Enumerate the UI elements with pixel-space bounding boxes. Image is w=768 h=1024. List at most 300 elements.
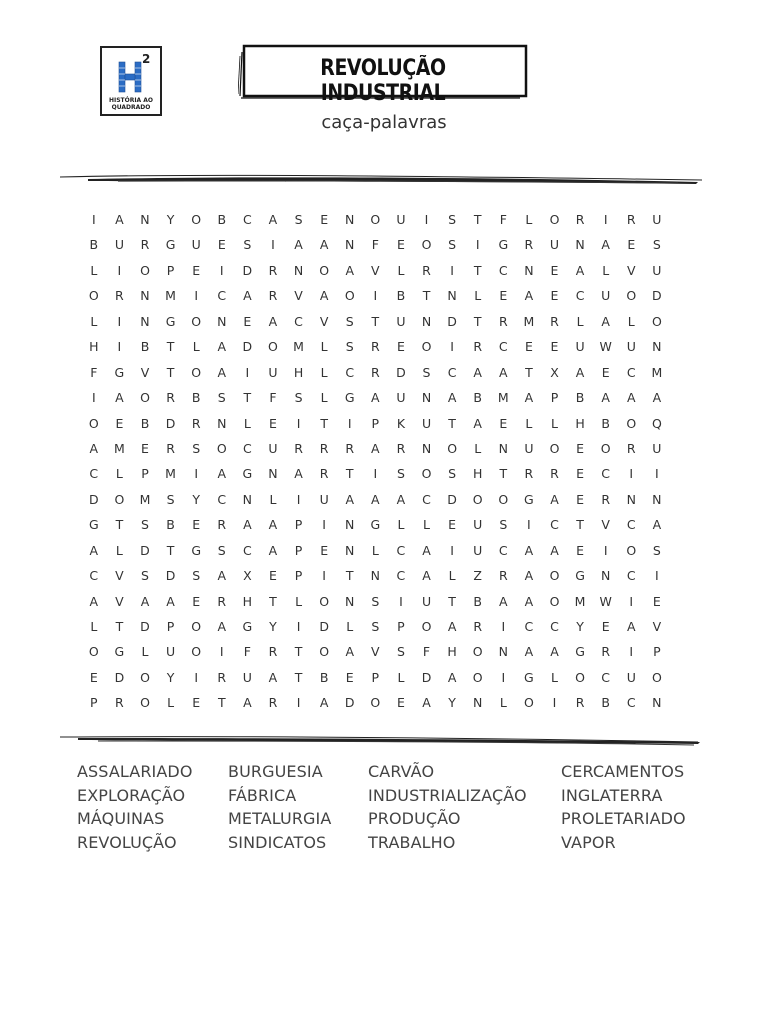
- grid-cell: B: [217, 212, 227, 227]
- grid-cell: P: [141, 466, 149, 482]
- grid-cell: M: [293, 339, 304, 355]
- grid-cell: S: [217, 390, 226, 406]
- grid-cell: N: [345, 517, 355, 533]
- grid-cell: L: [115, 466, 123, 482]
- grid-cell: S: [192, 440, 201, 456]
- grid-cell: N: [473, 695, 483, 711]
- logo-caption-line2: QUADRADO: [111, 103, 151, 111]
- grid-cell: L: [243, 415, 251, 431]
- grid-cell: B: [191, 390, 201, 406]
- grid-cell: O: [191, 212, 202, 227]
- grid-cell: F: [499, 212, 507, 227]
- grid-cell: E: [192, 517, 201, 533]
- grid-cell: S: [448, 237, 457, 253]
- grid-cell: S: [499, 517, 508, 533]
- grid-cell: G: [114, 364, 125, 380]
- grid-cell: A: [345, 262, 355, 278]
- grid-cell: T: [473, 262, 482, 278]
- grid-cell: A: [89, 440, 99, 456]
- grid-cell: G: [524, 491, 534, 507]
- grid-cell: G: [242, 466, 253, 482]
- top-divider: [58, 172, 704, 186]
- grid-cell: A: [140, 593, 150, 609]
- word-item: MÁQUINAS: [77, 809, 165, 829]
- grid-cell: U: [549, 237, 560, 253]
- grid-cell: S: [217, 542, 226, 558]
- grid-cell: R: [268, 288, 278, 304]
- grid-cell: I: [501, 669, 506, 685]
- grid-cell: D: [242, 262, 253, 278]
- grid-cell: S: [396, 466, 405, 482]
- grid-cell: N: [345, 212, 355, 227]
- grid-cell: P: [550, 390, 559, 406]
- grid-cell: A: [115, 212, 124, 227]
- grid-cell: R: [294, 440, 303, 456]
- grid-cell: T: [422, 288, 431, 304]
- grid-cell: O: [216, 440, 227, 456]
- grid-cell: W: [599, 339, 612, 355]
- grid-cell: A: [217, 619, 227, 634]
- grid-cell: A: [217, 339, 227, 355]
- grid-cell: L: [90, 313, 98, 329]
- grid-cell: E: [524, 339, 533, 355]
- grid-cell: A: [371, 390, 380, 406]
- grid-cell: M: [165, 466, 176, 482]
- grid-cell: L: [423, 517, 430, 533]
- grid-cell: S: [141, 568, 149, 584]
- grid-cell: L: [474, 288, 482, 304]
- grid-cell: B: [140, 339, 150, 355]
- grid-cell: N: [447, 288, 457, 304]
- grid-cell: E: [550, 339, 559, 355]
- grid-cell: O: [472, 669, 483, 685]
- grid-cell: A: [422, 568, 431, 584]
- grid-cell: L: [576, 313, 584, 329]
- grid-cell: A: [268, 542, 278, 558]
- grid-cell: I: [271, 237, 275, 253]
- grid-cell: D: [421, 669, 432, 685]
- grid-cell: R: [319, 466, 329, 482]
- bottom-divider: [58, 733, 704, 747]
- grid-cell: R: [626, 440, 636, 456]
- page-title: REVOLUÇÃO INDUSTRIAL: [320, 56, 446, 106]
- grid-cell: B: [601, 415, 610, 431]
- grid-cell: H: [89, 339, 99, 355]
- grid-cell: E: [448, 517, 457, 533]
- grid-cell: I: [194, 669, 199, 685]
- grid-cell: E: [192, 695, 201, 711]
- grid-cell: A: [550, 491, 559, 507]
- grid-cell: E: [396, 339, 405, 355]
- grid-cell: G: [165, 313, 176, 329]
- grid-cell: R: [498, 313, 508, 329]
- grid-cell: I: [219, 644, 224, 660]
- grid-cell: C: [217, 491, 227, 507]
- grid-cell: A: [345, 491, 355, 507]
- grid-cell: U: [166, 644, 176, 660]
- grid-cell: C: [550, 619, 559, 634]
- grid-cell: D: [319, 619, 329, 634]
- grid-cell: S: [396, 644, 405, 660]
- grid-cell: O: [370, 695, 381, 711]
- grid-cell: A: [345, 644, 355, 660]
- word-item: METALURGIA: [228, 809, 332, 829]
- grid-cell: I: [117, 262, 122, 278]
- grid-cell: C: [601, 466, 611, 482]
- grid-cell: P: [294, 542, 303, 558]
- grid-cell: R: [166, 390, 175, 406]
- grid-cell: I: [296, 619, 301, 634]
- grid-cell: R: [626, 212, 636, 227]
- grid-cell: E: [345, 669, 354, 685]
- grid-cell: D: [344, 695, 355, 711]
- grid-cell: P: [166, 262, 175, 278]
- grid-cell: C: [626, 695, 636, 711]
- grid-cell: L: [90, 619, 98, 634]
- grid-cell: C: [242, 212, 252, 227]
- grid-cell: S: [243, 237, 252, 253]
- grid-cell: L: [167, 695, 175, 711]
- grid-cell: E: [550, 288, 559, 304]
- grid-cell: G: [242, 619, 253, 634]
- grid-cell: D: [140, 542, 150, 558]
- grid-cell: O: [319, 644, 330, 660]
- word-column-4: [561, 760, 686, 854]
- word-item: FÁBRICA: [228, 785, 297, 805]
- grid-cell: V: [115, 568, 124, 584]
- grid-cell: R: [191, 415, 201, 431]
- grid-cell: T: [294, 644, 303, 660]
- grid-cell: U: [652, 262, 662, 278]
- grid-cell: P: [166, 619, 175, 634]
- grid-cell: R: [345, 440, 355, 456]
- grid-cell: T: [166, 339, 175, 355]
- grid-cell: L: [551, 669, 558, 685]
- grid-cell: E: [499, 288, 508, 304]
- grid-cell: E: [601, 619, 610, 634]
- grid-cell: A: [652, 517, 662, 533]
- grid-cell: N: [421, 390, 432, 406]
- grid-cell: T: [166, 542, 175, 558]
- grid-cell: R: [370, 364, 380, 380]
- grid-cell: G: [191, 542, 202, 558]
- grid-cell: T: [473, 212, 482, 227]
- grid-cell: A: [499, 364, 508, 380]
- grid-cell: N: [345, 237, 355, 253]
- grid-cell: M: [113, 440, 125, 456]
- grid-cell: T: [217, 695, 226, 711]
- grid-cell: O: [191, 619, 202, 634]
- grid-cell: A: [601, 390, 610, 406]
- grid-cell: U: [114, 237, 124, 253]
- grid-cell: G: [344, 390, 355, 406]
- logo-caption-line1: HISTÓRIA AO: [108, 97, 154, 104]
- grid-cell: A: [371, 440, 380, 456]
- grid-cell: L: [320, 364, 328, 380]
- grid-cell: L: [525, 415, 533, 431]
- grid-cell: A: [601, 237, 610, 253]
- grid-cell: A: [319, 237, 329, 253]
- grid-cell: E: [627, 237, 636, 253]
- grid-cell: I: [296, 695, 301, 711]
- grid-cell: O: [140, 669, 150, 685]
- grid-cell: I: [501, 619, 506, 634]
- grid-cell: T: [448, 415, 456, 431]
- grid-cell: H: [242, 593, 253, 609]
- grid-cell: C: [626, 517, 636, 533]
- grid-cell: I: [399, 593, 403, 609]
- grid-cell: D: [652, 288, 662, 304]
- grid-cell: U: [575, 339, 585, 355]
- grid-cell: O: [421, 339, 432, 355]
- grid-cell: S: [371, 619, 380, 634]
- grid-cell: C: [575, 288, 585, 304]
- grid-cell: N: [242, 491, 253, 507]
- grid-cell: S: [345, 339, 354, 355]
- grid-cell: T: [166, 364, 175, 380]
- grid-cell: T: [371, 313, 380, 329]
- grid-cell: U: [626, 339, 636, 355]
- grid-cell: R: [575, 212, 585, 227]
- grid-cell: B: [473, 390, 482, 406]
- grid-cell: H: [293, 364, 304, 380]
- grid-cell: C: [626, 568, 636, 584]
- grid-cell: U: [601, 288, 611, 304]
- grid-cell: C: [422, 491, 431, 507]
- grid-cell: T: [473, 313, 482, 329]
- grid-cell: L: [90, 262, 98, 278]
- grid-cell: U: [396, 313, 406, 329]
- grid-cell: C: [498, 339, 508, 355]
- grid-cell: R: [217, 593, 227, 609]
- grid-cell: U: [421, 415, 432, 431]
- title-box: [238, 44, 528, 106]
- grid-cell: O: [549, 440, 560, 456]
- grid-cell: Y: [192, 491, 200, 507]
- grid-cell: H: [447, 644, 457, 660]
- grid-cell: Q: [651, 415, 662, 431]
- grid-cell: A: [524, 568, 534, 584]
- grid-cell: U: [396, 390, 406, 406]
- grid-cell: G: [575, 644, 585, 660]
- grid-cell: A: [319, 288, 329, 304]
- grid-cell: L: [525, 212, 533, 227]
- grid-cell: S: [652, 237, 661, 253]
- grid-cell: E: [576, 440, 585, 456]
- grid-cell: C: [217, 288, 227, 304]
- grid-cell: E: [141, 440, 149, 456]
- grid-cell: S: [422, 364, 431, 380]
- grid-cell: S: [192, 568, 201, 584]
- grid-cell: C: [498, 262, 508, 278]
- grid-cell: Z: [473, 568, 482, 584]
- grid-cell: A: [422, 695, 431, 711]
- grid-cell: N: [652, 339, 662, 355]
- grid-cell: T: [345, 466, 354, 482]
- word-column-3: [368, 760, 527, 854]
- grid-cell: T: [269, 593, 277, 609]
- grid-cell: O: [447, 440, 458, 456]
- grid-cell: E: [576, 466, 585, 482]
- grid-cell: T: [525, 364, 533, 380]
- grid-cell: O: [140, 390, 150, 406]
- grid-cell: L: [192, 339, 200, 355]
- grid-cell: F: [243, 644, 251, 660]
- grid-cell: B: [575, 390, 585, 406]
- grid-cell: O: [549, 568, 560, 584]
- grid-cell: C: [550, 517, 559, 533]
- grid-cell: U: [268, 440, 278, 456]
- grid-cell: A: [243, 695, 252, 711]
- grid-cell: I: [347, 415, 352, 431]
- grid-cell: R: [268, 262, 278, 278]
- page-subtitle: caça-palavras: [321, 112, 447, 133]
- grid-cell: O: [651, 313, 662, 329]
- grid-cell: A: [371, 491, 380, 507]
- grid-cell: I: [194, 288, 199, 304]
- grid-cell: T: [243, 390, 252, 406]
- grid-cell: I: [91, 390, 96, 406]
- grid-cell: A: [575, 364, 585, 380]
- grid-cell: R: [217, 517, 227, 533]
- grid-cell: O: [549, 593, 560, 609]
- grid-cell: I: [194, 466, 199, 482]
- grid-cell: R: [575, 695, 585, 711]
- grid-cell: A: [217, 568, 227, 584]
- grid-cell: I: [373, 466, 378, 482]
- grid-cell: B: [473, 593, 482, 609]
- grid-cell: A: [268, 669, 278, 685]
- grid-cell: N: [524, 262, 534, 278]
- grid-cell: U: [319, 491, 329, 507]
- grid-cell: O: [88, 288, 99, 304]
- grid-cell: U: [473, 517, 483, 533]
- grid-cell: A: [473, 364, 482, 380]
- grid-cell: I: [603, 212, 608, 227]
- grid-cell: N: [626, 491, 636, 507]
- grid-cell: N: [345, 542, 355, 558]
- word-column-1: [77, 760, 193, 854]
- word-item: EXPLORAÇÃO: [77, 785, 186, 805]
- grid-cell: E: [115, 415, 124, 431]
- grid-cell: O: [88, 644, 99, 660]
- grid-cell: U: [396, 212, 406, 227]
- grid-cell: E: [550, 262, 559, 278]
- grid-cell: A: [294, 466, 303, 482]
- grid-cell: L: [269, 491, 277, 507]
- grid-cell: E: [89, 669, 98, 685]
- grid-cell: P: [653, 644, 661, 660]
- grid-cell: I: [629, 644, 634, 660]
- grid-cell: A: [447, 619, 457, 634]
- grid-cell: V: [140, 364, 150, 380]
- grid-cell: G: [498, 237, 509, 253]
- grid-cell: U: [421, 593, 432, 609]
- grid-cell: V: [115, 593, 124, 609]
- word-item: TRABALHO: [368, 832, 456, 852]
- grid-cell: S: [652, 542, 661, 558]
- grid-cell: L: [320, 390, 328, 406]
- grid-cell: E: [320, 212, 329, 227]
- grid-cell: N: [600, 568, 611, 584]
- grid-cell: U: [626, 669, 636, 685]
- grid-cell: I: [603, 542, 608, 558]
- grid-cell: C: [498, 542, 508, 558]
- grid-cell: U: [191, 237, 201, 253]
- grid-cell: N: [345, 593, 355, 609]
- grid-cell: C: [524, 619, 534, 634]
- grid-cell: L: [295, 593, 303, 609]
- grid-cell: R: [268, 695, 278, 711]
- grid-cell: C: [396, 542, 406, 558]
- grid-cell: Y: [448, 695, 456, 711]
- grid-cell: R: [422, 262, 431, 278]
- grid-cell: R: [319, 440, 329, 456]
- grid-cell: L: [551, 415, 558, 431]
- grid-cell: R: [550, 313, 559, 329]
- grid-cell: T: [320, 415, 328, 431]
- word-item: BURGUESIA: [228, 762, 323, 781]
- grid-cell: O: [344, 288, 355, 304]
- grid-cell: I: [629, 593, 634, 609]
- grid-cell: O: [140, 695, 150, 711]
- grid-cell: N: [498, 440, 508, 456]
- grid-cell: S: [345, 313, 354, 329]
- logo-caption: [102, 98, 160, 111]
- grid-cell: R: [601, 491, 611, 507]
- grid-cell: R: [473, 619, 483, 634]
- word-item: CARVÃO: [368, 762, 435, 781]
- grid-cell: B: [89, 237, 99, 253]
- grid-cell: T: [448, 593, 456, 609]
- grid-cell: N: [575, 237, 585, 253]
- grid-cell: T: [294, 669, 303, 685]
- grid-cell: X: [550, 364, 559, 380]
- grid-cell: Y: [166, 669, 175, 685]
- grid-cell: C: [242, 440, 252, 456]
- grid-cell: R: [370, 339, 380, 355]
- grid-cell: I: [655, 568, 659, 584]
- grid-cell: N: [268, 466, 278, 482]
- grid-cell: O: [114, 491, 125, 507]
- grid-cell: O: [421, 466, 432, 482]
- grid-cell: G: [575, 568, 585, 584]
- grid-cell: A: [294, 237, 303, 253]
- grid-cell: L: [448, 568, 456, 584]
- grid-cell: G: [524, 669, 534, 685]
- grid-cell: A: [243, 517, 252, 533]
- grid-cell: I: [475, 237, 480, 253]
- grid-cell: U: [652, 212, 662, 227]
- grid-cell: O: [88, 415, 99, 431]
- grid-cell: A: [473, 415, 482, 431]
- grid-cell: H: [575, 415, 585, 431]
- grid-cell: Y: [269, 619, 277, 634]
- grid-cell: A: [268, 313, 278, 329]
- grid-cell: R: [115, 288, 124, 304]
- grid-cell: V: [319, 313, 329, 329]
- grid-cell: B: [319, 669, 329, 685]
- grid-cell: U: [268, 364, 278, 380]
- grid-cell: E: [320, 542, 329, 558]
- grid-cell: O: [319, 593, 330, 609]
- grid-cell: F: [422, 644, 431, 660]
- grid-cell: V: [371, 262, 380, 278]
- grid-cell: O: [626, 288, 637, 304]
- grid-cell: A: [447, 390, 457, 406]
- grid-cell: N: [370, 568, 380, 584]
- grid-cell: F: [269, 390, 277, 406]
